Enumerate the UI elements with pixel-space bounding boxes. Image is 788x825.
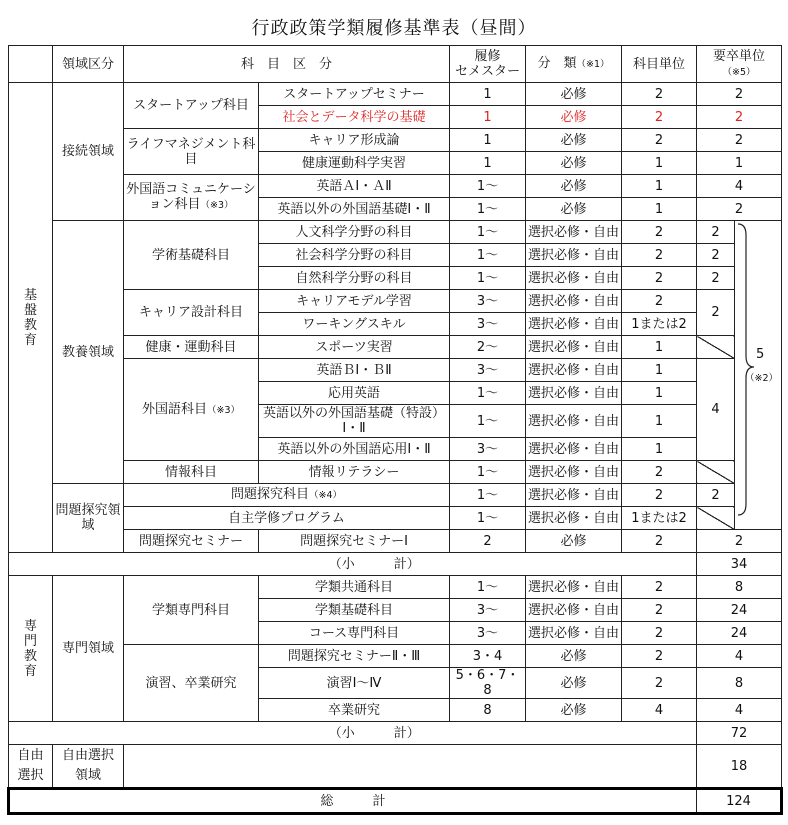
jiyu-required: 18 xyxy=(697,745,782,789)
table-row xyxy=(9,83,782,106)
semester: 5・6・7・8 xyxy=(450,668,526,699)
unit: 1 xyxy=(622,405,697,438)
group-foreign-comm: 外国語コミュニケーション科目（※3） xyxy=(124,175,259,221)
course-name: 卒業研究 xyxy=(259,699,450,722)
table-row xyxy=(9,576,782,599)
classification: 必修 xyxy=(526,699,622,722)
required: 2 xyxy=(697,106,782,129)
group-startup: スタートアップ科目 xyxy=(124,83,259,129)
group-gakurui-senmon: 学類専門科目 xyxy=(124,576,259,645)
course-name: 人文科学分野の科目 xyxy=(259,221,450,244)
area-senmon: 専門領域 xyxy=(53,576,124,722)
unit: 2 xyxy=(622,576,697,599)
subtotal-row xyxy=(9,553,782,576)
course-name: 応用英語 xyxy=(259,382,450,405)
classification: 必修 xyxy=(526,152,622,175)
table-row xyxy=(9,484,782,507)
unit: 2 xyxy=(622,267,697,290)
group-joho: 情報科目 xyxy=(124,461,259,484)
unit: 2 xyxy=(622,530,697,553)
unit: 1 xyxy=(622,438,697,461)
semester: 1～ xyxy=(450,461,526,484)
unit: 2 xyxy=(622,290,697,313)
classification: 選択必修・自由 xyxy=(526,244,622,267)
subtotal-value: 72 xyxy=(697,722,782,745)
unit: 2 xyxy=(622,668,697,699)
required: 2 xyxy=(697,244,735,267)
course-name: キャリアモデル学習 xyxy=(259,290,450,313)
unit: 1 xyxy=(622,336,697,359)
classification: 必修 xyxy=(526,106,622,129)
required: 24 xyxy=(697,599,782,622)
unit: 2 xyxy=(622,461,697,484)
classification: 選択必修・自由 xyxy=(526,382,622,405)
semester: 1 xyxy=(450,83,526,106)
required: 2 xyxy=(697,221,735,244)
group-mondai-kamoku: 問題探究科目（※4） xyxy=(124,484,450,507)
subtotal-blank xyxy=(9,553,53,576)
required: 4 xyxy=(697,175,782,198)
required: 2 xyxy=(697,129,782,152)
course-name: キャリア形成論 xyxy=(259,129,450,152)
required: 4 xyxy=(697,699,782,722)
unit: 1 xyxy=(622,198,697,221)
unit: 1または2 xyxy=(622,507,697,530)
semester: 1～ xyxy=(450,576,526,599)
header-class: 分 類（※1） xyxy=(526,46,622,83)
semester: 2～ xyxy=(450,336,526,359)
classification: 必修 xyxy=(526,198,622,221)
table-row xyxy=(9,129,782,152)
subtotal-label: （小 計） xyxy=(53,553,697,576)
classification: 必修 xyxy=(526,129,622,152)
unit: 2 xyxy=(622,244,697,267)
area-jiyu: 自由選択領域 xyxy=(53,745,124,789)
course-name: 英語以外の外国語基礎Ⅰ・Ⅱ xyxy=(259,198,450,221)
required: 8 xyxy=(697,576,782,599)
required: 2 xyxy=(697,198,782,221)
classification: 必修 xyxy=(526,668,622,699)
header-row xyxy=(9,46,782,83)
course-name: 社会とデータ科学の基礎 xyxy=(259,106,450,129)
classification: 必修 xyxy=(526,175,622,198)
area-setsuzoku: 接続領域 xyxy=(53,83,124,221)
group-gakujutsu: 学術基礎科目 xyxy=(124,221,259,290)
classification: 選択必修・自由 xyxy=(526,599,622,622)
course-name: 英語以外の外国語基礎（特設）Ⅰ・Ⅱ xyxy=(259,405,450,438)
subtotal-blank xyxy=(9,722,53,745)
course-name: スポーツ実習 xyxy=(259,336,450,359)
unit: 1 xyxy=(622,382,697,405)
subtotal-value: 34 xyxy=(697,553,782,576)
classification: 選択必修・自由 xyxy=(526,484,622,507)
course-name: 英語以外の外国語応用Ⅰ・Ⅱ xyxy=(259,438,450,461)
course-name: 問題探究セミナーⅠ xyxy=(259,530,450,553)
semester: 1 xyxy=(450,106,526,129)
course-name: 学類共通科目 xyxy=(259,576,450,599)
course-name: ワーキングスキル xyxy=(259,313,450,336)
semester: 3～ xyxy=(450,359,526,382)
brace-note: （※2） xyxy=(745,373,779,384)
header-area: 領域区分 xyxy=(53,46,124,83)
semester: 3～ xyxy=(450,313,526,336)
course-name: スタートアップセミナー xyxy=(259,83,450,106)
category-jiyu: 自由選択 xyxy=(9,745,53,789)
required: 24 xyxy=(697,622,782,645)
group-life: ライフマネジメント科目 xyxy=(124,129,259,175)
semester: 2 xyxy=(450,530,526,553)
header-required: 要卒単位 （※5） xyxy=(697,46,782,83)
area-mondai: 問題探究領域 xyxy=(53,484,124,553)
course-name: 社会科学分野の科目 xyxy=(259,244,450,267)
required: 8 xyxy=(697,668,782,699)
unit: 2 xyxy=(622,622,697,645)
group-career: キャリア設計科目 xyxy=(124,290,259,336)
semester: 1～ xyxy=(450,507,526,530)
jiyu-blank xyxy=(124,745,697,789)
jiyu-row xyxy=(9,745,782,789)
classification: 選択必修・自由 xyxy=(526,336,622,359)
classification: 必修 xyxy=(526,83,622,106)
course-name: コース専門科目 xyxy=(259,622,450,645)
table-row xyxy=(9,221,782,244)
classification: 選択必修・自由 xyxy=(526,507,622,530)
semester: 8 xyxy=(450,699,526,722)
group-kenko: 健康・運動科目 xyxy=(124,336,259,359)
course-name: 自然科学分野の科目 xyxy=(259,267,450,290)
semester: 1 xyxy=(450,152,526,175)
subtotal-row xyxy=(9,722,782,745)
semester: 1～ xyxy=(450,244,526,267)
table-row xyxy=(9,336,782,359)
diagonal-cell xyxy=(697,336,735,359)
classification: 選択必修・自由 xyxy=(526,290,622,313)
semester: 3～ xyxy=(450,622,526,645)
table-row xyxy=(9,530,782,553)
subtotal-label: （小 計） xyxy=(53,722,697,745)
table-row xyxy=(9,175,782,198)
area-kyoyo: 教養領域 xyxy=(53,221,124,484)
classification: 選択必修・自由 xyxy=(526,359,622,382)
group-mondai-seminar: 問題探究セミナー xyxy=(124,530,259,553)
header-semester: 履修 セメスター xyxy=(450,46,526,83)
unit: 1 xyxy=(622,175,697,198)
classification: 選択必修・自由 xyxy=(526,438,622,461)
semester: 1～ xyxy=(450,382,526,405)
course-name: 英語ＡⅠ・ＡⅡ xyxy=(259,175,450,198)
semester: 3～ xyxy=(450,438,526,461)
brace-cell xyxy=(735,221,782,530)
header-subject: 科 目 区 分 xyxy=(124,46,450,83)
required: 2 xyxy=(697,290,735,336)
total-label: 総 計 xyxy=(9,789,697,814)
course-name: 情報リテラシー xyxy=(259,461,450,484)
group-jishu: 自主学修プログラム xyxy=(124,507,450,530)
category-senmon: 専門教育 xyxy=(9,576,53,722)
diagonal-cell xyxy=(697,461,735,484)
classification: 選択必修・自由 xyxy=(526,576,622,599)
semester: 1 xyxy=(450,129,526,152)
required: 2 xyxy=(697,83,782,106)
group-gaikokugo: 外国語科目（※3） xyxy=(124,359,259,461)
curriculum-table xyxy=(7,45,783,815)
unit: 2 xyxy=(622,645,697,668)
total-row xyxy=(9,789,782,814)
required: 4 xyxy=(697,645,782,668)
course-name: 健康運動科学実習 xyxy=(259,152,450,175)
total-value: 124 xyxy=(697,789,782,814)
semester: 1～ xyxy=(450,175,526,198)
course-name: 英語ＢⅠ・ＢⅡ xyxy=(259,359,450,382)
semester: 1～ xyxy=(450,484,526,507)
classification: 選択必修・自由 xyxy=(526,313,622,336)
semester: 1～ xyxy=(450,221,526,244)
unit: 1 xyxy=(622,359,697,382)
classification: 選択必修・自由 xyxy=(526,267,622,290)
required: 2 xyxy=(697,530,782,553)
classification: 選択必修・自由 xyxy=(526,221,622,244)
unit: 1または2 xyxy=(622,313,697,336)
brace-total: 5 xyxy=(756,347,765,362)
classification: 選択必修・自由 xyxy=(526,461,622,484)
classification: 選択必修・自由 xyxy=(526,622,622,645)
semester: 3・4 xyxy=(450,645,526,668)
classification: 必修 xyxy=(526,645,622,668)
header-blank xyxy=(9,46,53,83)
table-row xyxy=(9,461,782,484)
diagonal-cell xyxy=(697,507,735,530)
course-name: 演習Ⅰ～Ⅳ xyxy=(259,668,450,699)
semester: 1～ xyxy=(450,198,526,221)
course-name: 学類基礎科目 xyxy=(259,599,450,622)
course-name: 問題探究セミナーⅡ・Ⅲ xyxy=(259,645,450,668)
semester: 3～ xyxy=(450,599,526,622)
table-row xyxy=(9,507,782,530)
classification: 選択必修・自由 xyxy=(526,405,622,438)
unit: 2 xyxy=(622,106,697,129)
semester: 1～ xyxy=(450,405,526,438)
unit: 2 xyxy=(622,221,697,244)
table-row xyxy=(9,290,782,313)
group-enshu: 演習、卒業研究 xyxy=(124,645,259,722)
required: 1 xyxy=(697,152,782,175)
unit: 2 xyxy=(622,83,697,106)
page-title: 行政政策学類履修基準表（昼間） xyxy=(251,18,537,39)
required: 2 xyxy=(697,484,735,507)
classification: 必修 xyxy=(526,530,622,553)
category-kiban: 基盤教育 xyxy=(9,83,53,553)
semester: 3～ xyxy=(450,290,526,313)
unit: 2 xyxy=(622,599,697,622)
required: 4 xyxy=(697,359,735,461)
unit: 4 xyxy=(622,699,697,722)
semester: 1～ xyxy=(450,267,526,290)
unit: 2 xyxy=(622,484,697,507)
required: 2 xyxy=(697,267,735,290)
table-row xyxy=(9,359,782,382)
header-unit: 科目単位 xyxy=(622,46,697,83)
unit: 2 xyxy=(622,129,697,152)
table-row xyxy=(9,645,782,668)
unit: 1 xyxy=(622,152,697,175)
